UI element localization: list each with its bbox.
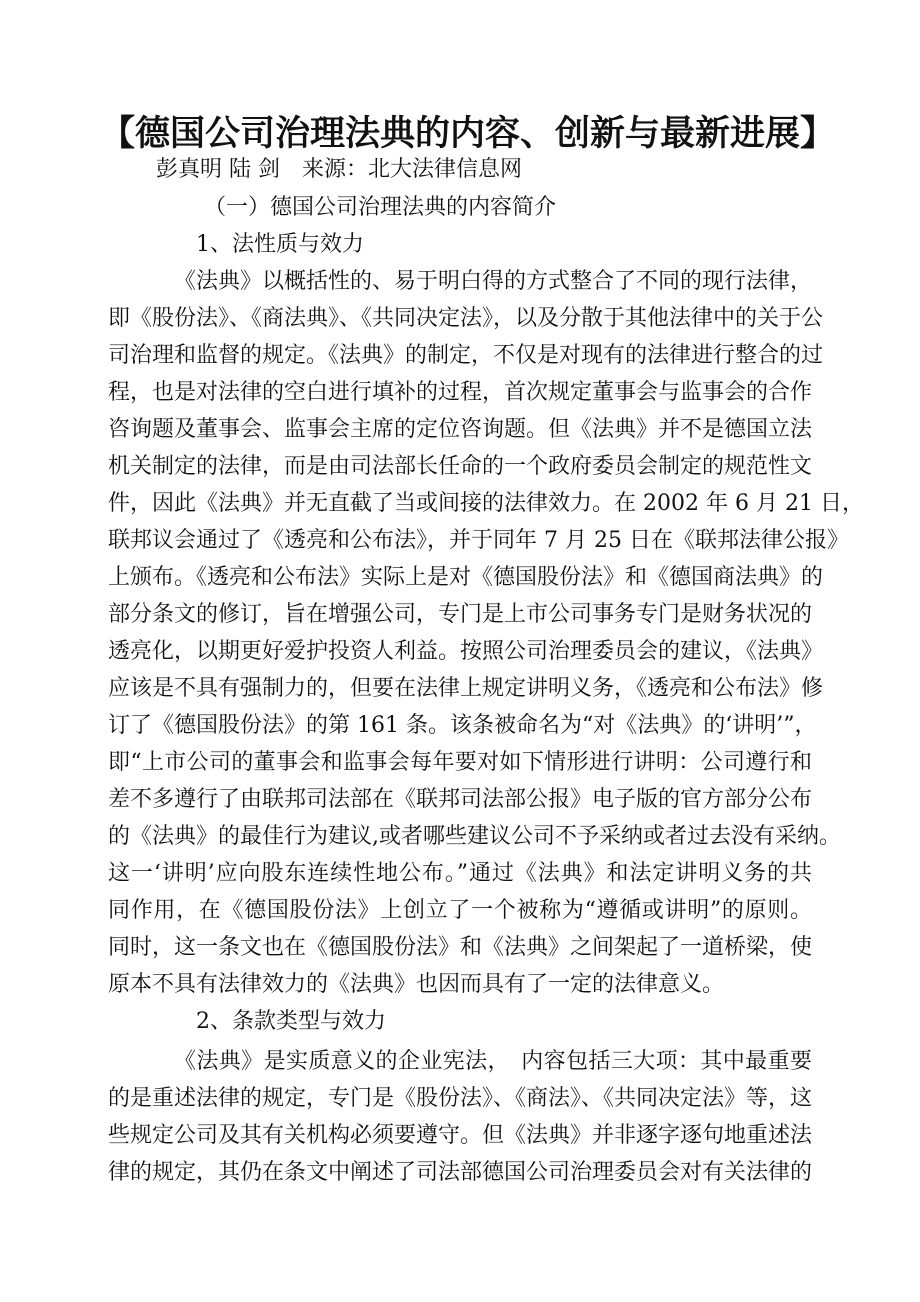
- paragraph-line: 这一‘讲明’应向股东连续性地公布。”通过《法典》和法定讲明义务的共: [108, 861, 812, 886]
- paragraph-line: 联邦议会通过了《透亮和公布法》，并于同年 7 月 25 日在《联邦法律公报》: [108, 528, 849, 553]
- paragraph-line: 咨询题及董事会、监事会主席的定位咨询题。但《法典》并不是德国立法: [108, 417, 813, 442]
- paragraph-line: 透亮化，以期更好爱护投资人利益。按照公司治理委员会的建议，《法典》: [108, 639, 824, 664]
- paragraph-line: 些规定公司及其有关机构必须要遵守。但《法典》并非逐字逐句地重述法: [108, 1123, 813, 1148]
- paragraph-line: 的《法典》的最佳行为建议,或者哪些建议公司不予采纳或者过去没有采纳。: [108, 824, 841, 849]
- paragraph-line: 同作用，在《德国股份法》上创立了一个被称为“遵循或讲明”的原则。: [108, 898, 812, 923]
- section-heading: 1、法性质与效力: [196, 232, 364, 257]
- paragraph-line: 上颁布。《透亮和公布法》实际上是对《德国股份法》和《德国商法典》的: [108, 565, 824, 590]
- section-heading: 2、条款类型与效力: [196, 1009, 386, 1034]
- paragraph-line: 同时，这一条文也在《德国股份法》和《法典》之间架起了一道桥梁，使: [108, 935, 813, 960]
- paragraph-line: 司治理和监督的规定。《法典》的制定，不仅是对现有的法律进行整合的过: [108, 343, 824, 368]
- section-heading: （一）德国公司治理法典的内容简介: [204, 195, 557, 220]
- paragraph-line: 机关制定的法律，而是由司法部长任命的一个政府委员会制定的规范性文: [108, 454, 813, 479]
- paragraph-line: 律的规定，其仍在条文中阐述了司法部德国公司治理委员会对有关法律的: [108, 1160, 813, 1185]
- paragraph-line: 即“上市公司的董事会和监事会每年要对如下情形进行讲明：公司遵行和: [108, 750, 812, 775]
- paragraph-line: 即《股份法》、《商法典》、《共同决定法》，以及分散于其他法律中的关于公: [108, 306, 824, 331]
- paragraph-line: 的是重述法律的规定，专门是《股份法》、《商法》、《共同决定法》等，这: [108, 1086, 813, 1111]
- paragraph-line: 差不多遵行了由联邦司法部在《联邦司法部公报》电子版的官方部分公布: [108, 787, 813, 812]
- paragraph-line: 《法典》以概括性的、易于明白得的方式整合了不同的现行法律，: [174, 269, 813, 294]
- paragraph-line: 程，也是对法律的空白进行填补的过程，首次规定董事会与监事会的合作: [108, 380, 813, 405]
- paragraph-line: 订了《德国股份法》的第 161 条。该条被命名为“对《法典》的‘讲明’”，: [108, 713, 817, 738]
- author-line: 彭真明 陆 剑 来源：北大法律信息网: [156, 157, 522, 182]
- paragraph-line: 部分条文的修订，旨在增强公司，专门是上市公司事务专门是财务状况的: [108, 602, 813, 627]
- document-title: 【德国公司治理法典的内容、创新与最新进展】: [100, 113, 836, 154]
- paragraph-line: 《法典》是实质意义的企业宪法， 内容包括三大项：其中最重要: [174, 1049, 812, 1074]
- paragraph-line: 原本不具有法律效力的《法典》也因而具有了一定的法律意义。: [108, 972, 725, 997]
- paragraph-line: 应该是不具有强制力的，但要在法律上规定讲明义务，《透亮和公布法》修: [108, 676, 824, 701]
- paragraph-line: 件，因此《法典》并无直截了当或间接的法律效力。在 2002 年 6 月 21 日，: [108, 491, 864, 516]
